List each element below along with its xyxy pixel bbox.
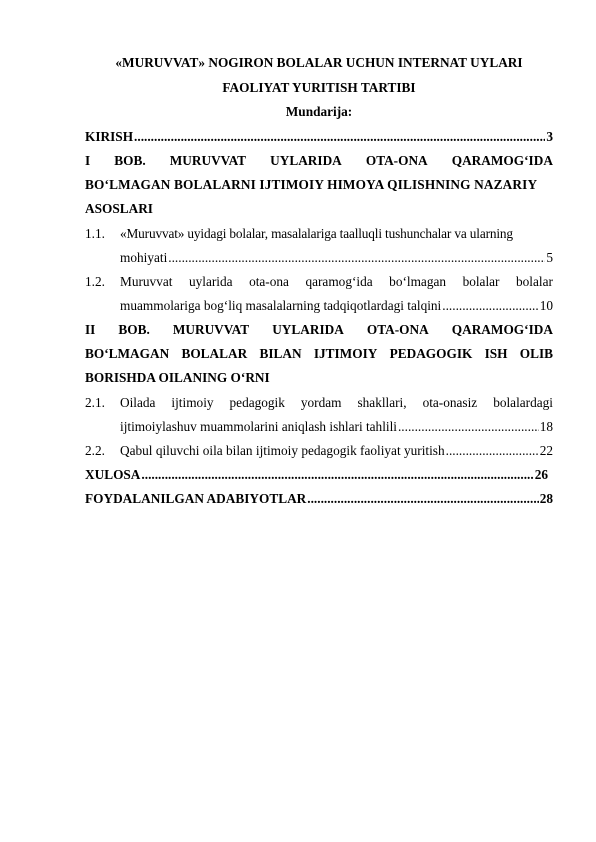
toc-conclusion-label: XULOSA [85,467,141,482]
section-1-2-word: Muruvvat [120,274,173,289]
toc-entry-section-2-1[interactable] [120,419,553,435]
toc-entry-section-2-2[interactable] [120,443,553,459]
chapter1-word: BOB. [114,153,146,168]
toc-section-1-2-page: 10 [539,298,553,313]
toc-section-2-2-number: 2.2. [85,443,105,458]
chapter1-word: MURUVVAT [169,153,247,168]
toc-entry-section-1-2[interactable] [120,298,553,314]
toc-leader-dots [141,467,533,483]
section-1-2-word: uylarida [188,274,233,289]
toc-entry-references[interactable] [85,491,553,507]
toc-entry-conclusion[interactable] [85,467,548,483]
toc-references-page: 28 [539,491,553,506]
chapter1-word: UYLARIDA [270,153,342,168]
chapter2-word: IJTIMOIY [313,346,378,361]
section-2-1-word: yordam [300,395,342,410]
toc-chapter2-line2 [85,346,553,362]
chapter2-word: QARAMOG‘IDA [451,322,553,337]
toc-section-1-1-line1: «Muruvvat» uyidagi bolalar, masalalariga taalluqli tushunchalar va ularning [120,226,513,241]
document-title-line-2: FAOLIYAT YURITISH TARTIBI [222,80,416,95]
chapter2-word: ISH [484,346,508,361]
chapter2-word: PEDAGOGIK [389,346,473,361]
chapter2-word: BO‘LMAGAN [85,346,170,361]
section-1-2-word: bolalar [516,274,553,289]
toc-section-1-2-number: 1.2. [85,274,105,289]
section-1-2-word: bolalar [462,274,500,289]
section-1-2-word: bo‘lmagan [389,274,447,289]
section-2-1-word: ijtimoiy [171,395,214,410]
section-2-1-word: ota-onasiz [422,395,478,410]
toc-section-2-1-page: 18 [539,419,553,434]
chapter2-word: OLIB [519,346,553,361]
toc-entry-intro[interactable] [85,129,553,145]
document-title-line-1: «MURUVVAT» NOGIRON BOLALAR UCHUN INTERNAT UYLARI [115,55,523,70]
toc-intro-label: KIRISH [85,129,134,144]
toc-chapter1-line2: BO‘LMAGAN BOLALARNI IJTIMOIY HIMOYA QILISHNING NAZARIY [85,177,538,192]
section-2-1-word: bolalardagi [493,395,553,410]
toc-section-1-1-page: 5 [546,250,553,265]
toc-entry-section-1-1[interactable] [120,250,553,266]
toc-chapter1-line1 [85,153,553,169]
chapter1-word: QARAMOG‘IDA [451,153,553,168]
section-1-2-word: qaramog‘ida [305,274,373,289]
section-2-1-word: shakllari, [357,395,407,410]
toc-leader-dots [442,298,538,314]
chapter2-word: OTA-ONA [366,322,429,337]
toc-conclusion-page: 26 [534,467,548,482]
toc-references-label: FOYDALANILGAN ADABIYOTLAR [85,491,307,506]
toc-leader-dots [168,250,545,266]
toc-section-2-1-line1 [120,395,553,411]
toc-section-2-1-line2: ijtimoiylashuv muammolarini aniqlash ishlari tahlili [120,419,397,434]
chapter2-word: BOLALAR [181,346,248,361]
toc-intro-page: 3 [546,129,553,144]
toc-section-1-2-line1 [120,274,553,290]
chapter1-word: I [85,153,91,168]
toc-chapter2-line1 [85,322,553,338]
chapter2-word: MURUVVAT [172,322,250,337]
chapter2-word: UYLARIDA [272,322,344,337]
toc-leader-dots [307,491,538,507]
chapter2-word: II [85,322,96,337]
section-2-1-word: Oilada [120,395,156,410]
section-1-2-word: ota-ona [249,274,289,289]
toc-chapter1-line3: ASOSLARI [85,201,153,216]
toc-section-1-1-line2: mohiyati [120,250,168,265]
toc-section-2-2-page: 22 [539,443,553,458]
chapter1-word: OTA-ONA [365,153,428,168]
toc-chapter2-line3: BORISHDA OILANING O‘RNI [85,370,270,385]
section-2-1-word: pedagogik [229,395,285,410]
contents-heading: Mundarija: [285,104,353,119]
toc-section-1-2-line2: muammolariga bog‘liq masalalarning tadqiqotlardagi talqini [120,298,442,313]
toc-section-2-2-line1: Qabul qiluvchi oila bilan ijtimoiy pedagogik faoliyat yuritish [120,443,445,458]
toc-leader-dots [134,129,545,145]
toc-leader-dots [446,443,539,459]
toc-leader-dots [398,419,539,435]
chapter2-word: BOB. [118,322,150,337]
chapter2-word: BILAN [259,346,302,361]
toc-section-1-1-number: 1.1. [85,226,105,241]
toc-section-2-1-number: 2.1. [85,395,105,410]
